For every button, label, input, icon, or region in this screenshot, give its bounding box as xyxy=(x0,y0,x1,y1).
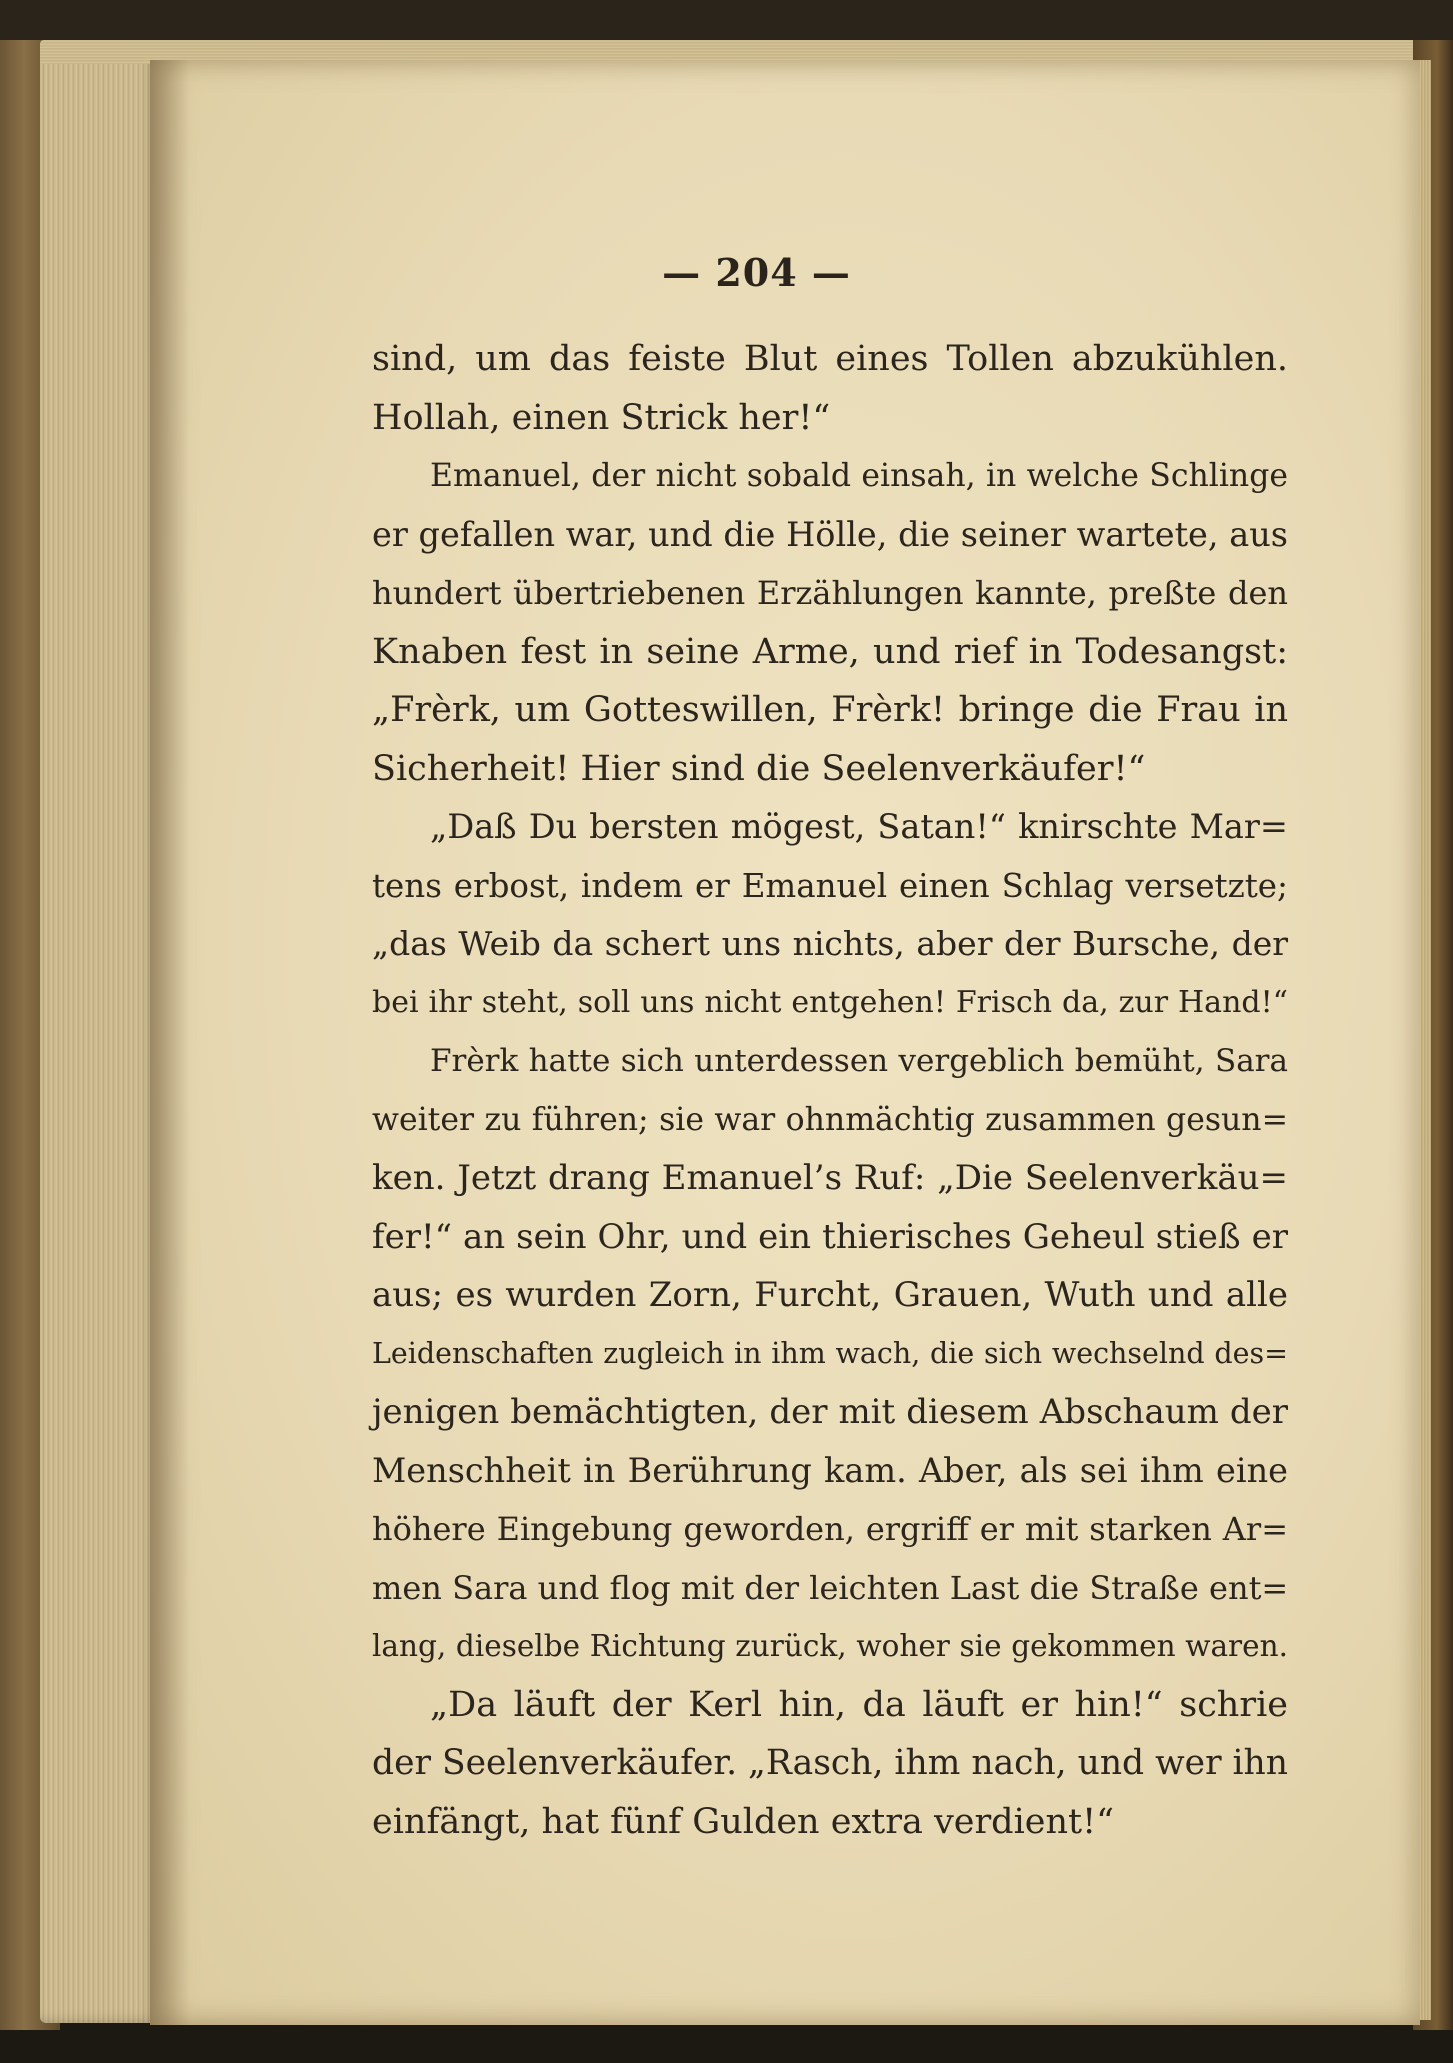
text-line: einfängt, hat fünf Gulden extra verdient!“ xyxy=(372,1801,1115,1842)
text-line: Frèrk hatte sich unterdessen vergeblich bemüht, Sara xyxy=(430,1043,1288,1079)
text-line: jenigen bemächtigten, der mit diesem Abschaum der xyxy=(372,1392,1288,1432)
page-text-block xyxy=(372,330,1288,1851)
page-number: — 204 — xyxy=(662,250,851,295)
text-line: „Daß Du bersten mögest, Satan!“ knirschte Mar= xyxy=(430,807,1288,846)
text-line: „das Weib da schert uns nichts, aber der Bursche, der xyxy=(372,924,1288,963)
text-line: Emanuel, der nicht sobald einsah, in welche Schlinge xyxy=(430,458,1288,494)
text-line: men Sara und flog mit der leichten Last die Straße ent= xyxy=(372,1568,1289,1607)
text-line: weiter zu führen; sie war ohnmächtig zusammen gesun= xyxy=(372,1101,1288,1138)
spine-shadow xyxy=(150,60,190,2025)
text-line: fer!“ an sein Ohr, und ein thierisches Geheul stieß er xyxy=(372,1216,1288,1257)
text-line: aus; es wurden Zorn, Furcht, Grauen, Wuth und alle xyxy=(372,1275,1288,1315)
text-line: er gefallen war, und die Hölle, die seiner wartete, aus xyxy=(372,514,1288,554)
text-line: „Frèrk, um Gotteswillen, Frèrk! bringe die Frau in xyxy=(372,690,1288,730)
text-line: Menschheit in Berührung kam. Aber, als sei ihm eine xyxy=(372,1450,1288,1490)
text-line: ken. Jetzt drang Emanuel’s Ruf: „Die Seelenverkäu= xyxy=(372,1158,1288,1198)
text-line: Sicherheit! Hier sind die Seelenverkäufer!“ xyxy=(372,748,1146,789)
text-line: tens erbost, indem er Emanuel einen Schlag versetzte; xyxy=(372,866,1288,905)
text-line: Knaben fest in seine Arme, und rief in Todesangst: xyxy=(372,631,1288,672)
text-line: bei ihr steht, soll uns nicht entgehen! Frisch da, zur Hand!“ xyxy=(372,984,1288,1020)
text-line: höhere Eingebung geworden, ergriff er mit starken Ar= xyxy=(372,1510,1288,1548)
text-line: Leidenschaften zugleich in ihm wach, die sich wechselnd des= xyxy=(372,1336,1288,1370)
text-line: „Da läuft der Kerl hin, da läuft er hin!“ schrie xyxy=(430,1684,1288,1725)
text-line: lang, dieselbe Richtung zurück, woher sie gekommen waren. xyxy=(372,1629,1288,1663)
text-line: der Seelenverkäufer. „Rasch, ihm nach, und wer ihn xyxy=(372,1743,1288,1783)
page-edges-left xyxy=(40,48,160,2023)
text-line: hundert übertriebenen Erzählungen kannte, preßte den xyxy=(372,574,1288,612)
text-line: sind, um das feiste Blut eines Tollen abzukühlen. xyxy=(372,339,1288,379)
text-line: Hollah, einen Strick her!“ xyxy=(372,397,831,438)
